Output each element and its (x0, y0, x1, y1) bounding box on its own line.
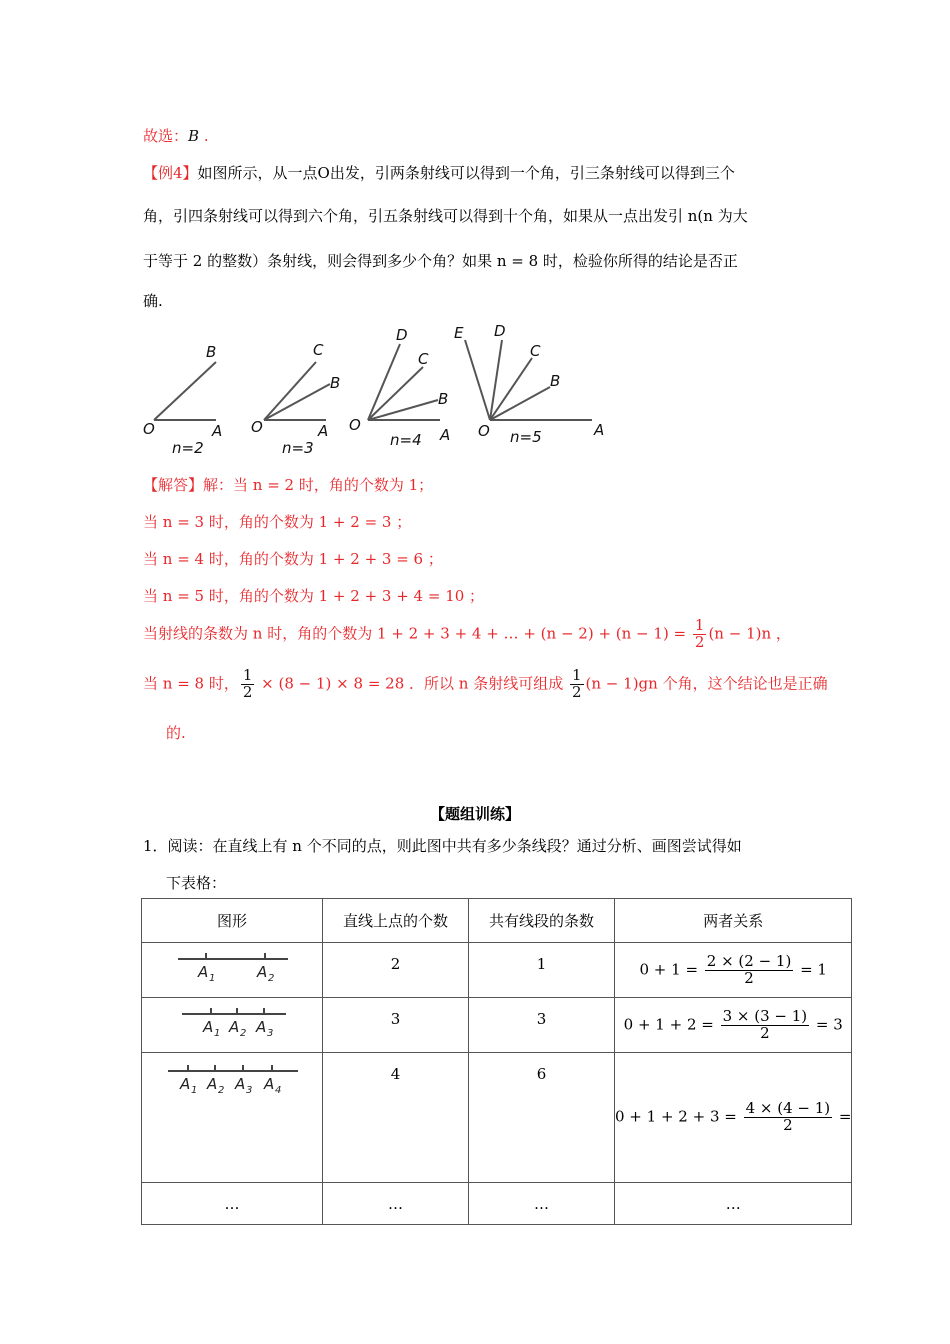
example4-line4: 确. (143, 292, 163, 310)
figure-n3-label-a: A (318, 422, 329, 440)
figure-n5-label-d: D (494, 322, 506, 340)
row2-label-a2: A (229, 1018, 240, 1036)
half-denominator-3: 2 (571, 682, 582, 701)
figure-n4-label-b: B (438, 390, 449, 408)
row3-relation (615, 1053, 852, 1183)
row1-segment-figure (172, 951, 292, 985)
ellipsis-cell-1: … (142, 1183, 323, 1225)
half-numerator: 1 (694, 616, 705, 634)
row3-label-a4-sub: 4 (275, 1085, 282, 1096)
figure-n5-label-e: E (454, 324, 464, 342)
figure-n2-label-o: O (143, 420, 155, 438)
row1-label-a2-sub: 2 (268, 973, 275, 984)
row1-rel-left: 0 + 1 = (639, 960, 703, 978)
row1-figure (142, 943, 323, 998)
figure-n2-caption: n=2 (172, 439, 204, 457)
row2-label-a1: A (203, 1018, 214, 1036)
answer-value: B (188, 127, 200, 145)
solution-tag: 【解答】 (143, 476, 204, 494)
row2-rel-fraction (721, 1006, 810, 1042)
table-row (142, 1053, 852, 1183)
row1-label-a1: A (198, 963, 209, 981)
solution-text5b: (n − 1)n ， (708, 624, 791, 643)
exercise1-line1: 1．阅读：在直线上有 n 个不同的点，则此图中共有多少条线段？通过分析、画图尝试得如 (143, 837, 742, 855)
exercise1-line2: 下表格： (166, 874, 227, 892)
half-fraction (693, 618, 707, 651)
figure-n5-label-a: A (594, 421, 605, 439)
solution-line6 (143, 668, 828, 701)
row2-rel-num: 3 × (3 − 1) (722, 1006, 808, 1025)
figure-n2-label-b: B (206, 343, 217, 361)
row2-rel-right: = 3 (811, 1015, 843, 1033)
solution-line5 (143, 618, 791, 651)
row2-rel-den: 2 (760, 1023, 770, 1042)
header-relation: 两者关系 (615, 899, 852, 943)
solution-text6c: (n − 1)gn 个角，这个结论也是正确 (585, 674, 828, 693)
figure-n4-label-c: C (418, 350, 429, 368)
figure-n5-label-b: B (550, 372, 561, 390)
example4-line3: 于等于 2 的整数）条射线，则会得到多少个角？如果 n = 8 时，检验你所得的结论是否正 (143, 252, 738, 270)
row1-rel-num: 2 × (2 − 1) (706, 951, 792, 970)
row1-rel-fraction (705, 951, 794, 987)
figure-n4 (349, 326, 450, 449)
row2-label-a3: A (256, 1018, 267, 1036)
solution-text6b: × (8 − 1) × 8 = 28 ．所以 n 条射线可组成 (256, 674, 568, 693)
row1-relation (615, 943, 852, 998)
segments-table (141, 898, 852, 1225)
row3-figure (142, 1053, 323, 1183)
row1-segments: 1 (469, 943, 615, 998)
answer-suffix: . (199, 127, 209, 145)
ellipsis-cell-3: … (469, 1183, 615, 1225)
answer-prefix: 故选： (143, 127, 189, 145)
row2-label-a2-sub: 2 (240, 1028, 247, 1039)
row3-segment-figure (162, 1063, 302, 1097)
answer-line (143, 125, 209, 146)
table-ellipsis-row (142, 1183, 852, 1225)
row3-rel-num: 4 × (4 − 1) (745, 1099, 831, 1118)
solution-text1: 解：当 n = 2 时，角的个数为 1； (203, 476, 434, 494)
solution-line3: 当 n = 4 时，角的个数为 1 + 2 + 3 = 6 ； (143, 550, 443, 568)
figure-n5-label-o: O (478, 422, 490, 440)
solution-line1 (143, 474, 433, 495)
row2-segments: 3 (469, 998, 615, 1053)
row3-label-a4: A (264, 1075, 275, 1093)
header-segments: 共有线段的条数 (469, 899, 615, 943)
row1-points: 2 (323, 943, 469, 998)
row1-rel-den: 2 (744, 968, 754, 987)
row3-points: 4 (323, 1053, 469, 1183)
row3-label-a1: A (180, 1075, 191, 1093)
row3-rel-left: 0 + 1 + 2 + 3 = (615, 1107, 742, 1126)
solution-text5a: 当射线的条数为 n 时，角的个数为 1 + 2 + 3 + 4 + … + (n − 2) + (n − 1) = (143, 624, 691, 643)
solution-line7: 的. (166, 724, 186, 742)
row2-rel-left: 0 + 1 + 2 = (623, 1015, 719, 1033)
ellipsis-cell-4: … (615, 1183, 852, 1225)
figure-n2 (143, 343, 222, 457)
figure-n3-label-c: C (313, 341, 324, 359)
figure-n5-label-c: C (530, 342, 541, 360)
row1-rel-right: = 1 (795, 960, 827, 978)
figure-n5-caption: n=5 (510, 428, 542, 446)
row2-segment-figure (172, 1006, 292, 1040)
example4-text1: 如图所示，从一点O出发，引两条射线可以得到一个角，引三条射线可以得到三个 (197, 164, 735, 182)
figure-n4-label-o: O (349, 416, 361, 434)
solution-line2: 当 n = 3 时，角的个数为 1 + 2 = 3 ； (143, 513, 412, 531)
half-denominator: 2 (694, 632, 705, 651)
header-points: 直线上点的个数 (323, 899, 469, 943)
row3-label-a3: A (235, 1075, 246, 1093)
row2-label-a3-sub: 3 (267, 1028, 274, 1039)
row1-label-a2: A (257, 963, 268, 981)
solution-text6a: 当 n = 8 时， (143, 674, 239, 693)
section-title: 【题组训练】 (429, 805, 520, 823)
row2-label-a1-sub: 1 (214, 1028, 221, 1039)
ray-figures-svg (140, 322, 620, 462)
example4-line1 (143, 162, 735, 183)
figure-n4-label-d: D (396, 326, 408, 344)
half-denominator-2: 2 (242, 682, 253, 701)
example4-line2: 角，引四条射线可以得到六个角，引五条射线可以得到十个角，如果从一点出发引 n(n 为大 (143, 207, 748, 225)
solution-line4: 当 n = 5 时，角的个数为 1 + 2 + 3 + 4 = 10 ； (143, 587, 485, 605)
row2-points: 3 (323, 998, 469, 1053)
figure-n3-label-b: B (330, 374, 341, 392)
ellipsis-cell-2: … (323, 1183, 469, 1225)
row3-label-a1-sub: 1 (191, 1085, 198, 1096)
row3-label-a2-sub: 2 (218, 1085, 225, 1096)
row3-rel-right: = (834, 1107, 852, 1126)
row2-relation (615, 998, 852, 1053)
row3-label-a3-sub: 3 (246, 1085, 253, 1096)
figure-n2-label-a: A (212, 422, 223, 440)
figure-n5 (454, 322, 604, 446)
example4-tag: 【例4】 (143, 164, 198, 182)
figure-n3 (251, 341, 340, 457)
figure-n3-label-o: O (251, 418, 263, 436)
figure-n4-caption: n=4 (390, 431, 422, 449)
row3-rel-den: 2 (783, 1116, 793, 1134)
row1-label-a1-sub: 1 (209, 973, 216, 984)
row2-figure (142, 998, 323, 1053)
half-numerator-3: 1 (571, 666, 582, 684)
header-figure: 图形 (142, 899, 323, 943)
figure-n3-caption: n=3 (282, 439, 314, 457)
half-fraction-2 (241, 668, 255, 701)
row3-segments: 6 (469, 1053, 615, 1183)
half-numerator-2: 1 (242, 666, 253, 684)
table-row (142, 998, 852, 1053)
table-header-row (142, 899, 852, 943)
table-row (142, 943, 852, 998)
half-fraction-3 (570, 668, 584, 701)
row3-label-a2: A (207, 1075, 218, 1093)
figure-n4-label-a: A (440, 426, 451, 444)
row3-rel-fraction (744, 1101, 833, 1134)
